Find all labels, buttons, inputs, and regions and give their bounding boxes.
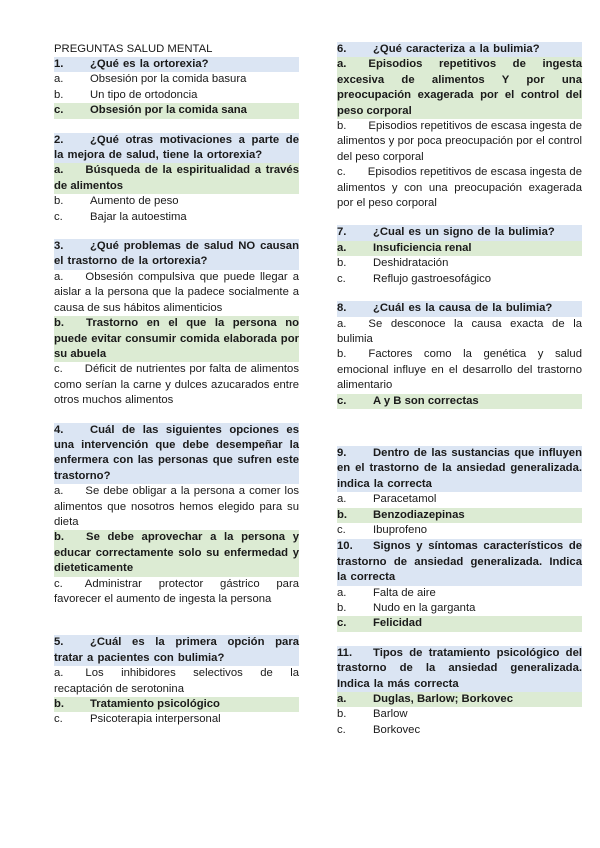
option-text: Factores como la genética y salud emocional influye en el desarrollo del trastorno alimentario — [337, 348, 582, 392]
option-letter: b. — [54, 698, 65, 711]
option — [54, 712, 299, 727]
option-letter: b. — [54, 531, 65, 544]
option-letter: a. — [337, 317, 347, 330]
option — [54, 577, 299, 608]
option-letter: b. — [337, 708, 347, 721]
question-number: 3. — [54, 240, 64, 253]
question-number: 10. — [337, 540, 353, 553]
correct-option — [54, 530, 299, 576]
option-text: Insuficiencia renal — [373, 241, 472, 254]
option-letter: b. — [337, 120, 347, 133]
question-header — [337, 301, 582, 316]
question-header — [337, 539, 582, 585]
option-text: Psicoterapia interpersonal — [90, 713, 221, 726]
question-header — [54, 239, 299, 270]
option-text: Búsqueda de la espiritualidad a través de alimentos — [54, 164, 299, 192]
option-text: Bajar la autoestima — [90, 210, 187, 223]
option — [337, 317, 582, 348]
option — [337, 492, 582, 507]
question-text: ¿Cuál es la primera opción para tratar a pacientes con bulimia? — [54, 636, 299, 664]
question-text: ¿Qué es la ortorexia? — [90, 58, 209, 70]
option-text: A y B son correctas — [373, 394, 479, 407]
option-text: Se desconoce la causa exacta de la bulimia — [337, 317, 582, 345]
question-number: 9. — [337, 446, 347, 459]
question-header — [337, 446, 582, 492]
question-3 — [54, 239, 299, 408]
option-letter: b. — [337, 348, 347, 361]
option-text: Felicidad — [373, 617, 422, 630]
option — [337, 347, 582, 393]
option — [337, 707, 582, 722]
option-text: Ibuprofeno — [373, 523, 428, 536]
option-text: Administrar protector gástrico para favorecer el aumento de ingesta la persona — [54, 577, 299, 605]
option-letter: b. — [337, 508, 348, 521]
left-column — [54, 42, 299, 728]
question-10 — [337, 539, 582, 631]
option-letter: a. — [337, 241, 347, 254]
question-text: Signos y síntomas característicos de trastorno de ansiedad generalizada. Indica la correcta — [337, 540, 582, 584]
option-text: Tratamiento psicológico — [90, 698, 220, 711]
option — [337, 523, 582, 538]
question-header — [337, 42, 582, 57]
option-letter: c. — [337, 166, 346, 179]
option — [337, 119, 582, 165]
option-letter: a. — [54, 164, 64, 177]
question-header — [54, 635, 299, 666]
document-title: PREGUNTAS SALUD MENTAL — [54, 43, 213, 55]
option-text: Benzodiazepinas — [373, 508, 465, 521]
option-letter: c. — [337, 723, 346, 736]
option-text: Un tipo de ortodoncia — [90, 88, 198, 101]
option-letter: c. — [337, 523, 346, 536]
question-5 — [54, 635, 299, 727]
question-header — [337, 646, 582, 692]
option-letter: a. — [54, 667, 64, 680]
option — [337, 256, 582, 271]
option — [54, 210, 299, 225]
question-11 — [337, 646, 582, 738]
option-text: Obsesión compulsiva que puede llegar a aislar a la persona que la padece socialmente a causa de sus hábitos alimenticios — [54, 270, 299, 314]
option-text: Reflujo gastroesofágico — [373, 272, 492, 285]
question-header — [54, 423, 299, 485]
option-text: Deshidratación — [373, 257, 449, 270]
option-letter: b. — [54, 195, 64, 208]
correct-option — [337, 57, 582, 119]
option-text: Episodios repetitivos de escasa ingesta de alimentos y con una preocupación exagerada por el peso corporal — [337, 166, 582, 210]
option — [337, 723, 582, 738]
option-letter: a. — [337, 58, 347, 71]
correct-option — [54, 163, 299, 194]
option-text: Aumento de peso — [90, 195, 179, 208]
option-text: Episodios repetitivos de ingesta excesiva de alimentos Y por una preocupación exagerada por el control del peso corporal — [337, 58, 582, 117]
option-letter: c. — [337, 394, 347, 407]
option-letter: b. — [337, 257, 347, 270]
option-text: Barlow — [373, 708, 408, 721]
option-text: Borkovec — [373, 723, 421, 736]
question-2 — [54, 133, 299, 225]
question-number: 6. — [337, 43, 347, 55]
correct-option — [337, 241, 582, 256]
option — [337, 601, 582, 616]
option — [54, 72, 299, 87]
option-letter: b. — [54, 88, 64, 101]
option-letter: a. — [54, 485, 64, 498]
option — [54, 270, 299, 316]
option-text: Episodios repetitivos de escasa ingesta de alimentos y por poca preocupación por el control del peso corporal — [337, 120, 582, 163]
option-letter: c. — [54, 363, 63, 376]
question-number: 11. — [337, 646, 353, 659]
option-letter: b. — [54, 317, 65, 330]
question-8 — [337, 301, 582, 409]
question-6 — [337, 42, 582, 211]
question-4 — [54, 423, 299, 608]
correct-option — [54, 103, 299, 118]
question-7 — [337, 225, 582, 287]
option-letter: c. — [54, 713, 63, 726]
option — [337, 586, 582, 601]
option-text: Duglas, Barlow; Borkovec — [373, 693, 513, 706]
question-9 — [337, 446, 582, 538]
option-letter: a. — [337, 693, 347, 706]
option-text: Se debe aprovechar a la persona y educar correctamente solo su enfermedad y dieteticamente — [54, 531, 299, 575]
question-header — [54, 133, 299, 164]
option — [337, 272, 582, 287]
question-text: Cuál de las siguientes opciones es una intervención que debe desempeñar la enfermera con las personas que sufren este trastorno? — [54, 423, 299, 482]
option-text: Obsesión por la comida basura — [90, 73, 247, 86]
question-number: 4. — [54, 423, 64, 436]
option — [54, 194, 299, 209]
question-1 — [54, 57, 299, 119]
option-text: Falta de aire — [373, 586, 436, 599]
option — [337, 165, 582, 211]
option — [54, 666, 299, 697]
correct-option — [54, 316, 299, 362]
option-letter: c. — [337, 272, 346, 285]
question-number: 5. — [54, 636, 64, 649]
option-letter: a. — [337, 493, 347, 506]
question-header — [337, 225, 582, 240]
option-text: Trastorno en el que la persona no puede evitar consumir comida elaborada por su abuela — [54, 317, 299, 360]
option — [54, 362, 299, 408]
option-letter: a. — [54, 270, 64, 283]
correct-option — [54, 697, 299, 712]
option-letter: c. — [54, 104, 64, 117]
option-letter: b. — [337, 602, 347, 614]
option — [54, 88, 299, 103]
option-text: Déficit de nutrientes por falta de alimentos como serían la carne y dulces azucarados entre otros muchos alimentos — [54, 363, 299, 407]
option-text: Paracetamol — [373, 493, 437, 506]
question-text: Tipos de tratamiento psicológico del trastorno de la ansiedad generalizada. Indica la más correcta — [337, 646, 582, 690]
question-text: ¿Cuál es la causa de la bulimia? — [373, 302, 553, 315]
question-text: ¿Qué problemas de salud NO causan el trastorno de la ortorexia? — [54, 240, 299, 268]
question-text: ¿Qué caracteriza a la bulimia? — [373, 43, 540, 55]
option-letter: c. — [54, 210, 63, 223]
correct-option — [337, 616, 582, 631]
option — [54, 484, 299, 530]
correct-option — [337, 508, 582, 523]
question-number: 1. — [54, 58, 64, 70]
question-number: 2. — [54, 133, 64, 146]
option-text: Los inhibidores selectivos de la recaptación de serotonina — [54, 667, 299, 695]
option-letter: c. — [337, 617, 347, 630]
question-number: 7. — [337, 226, 347, 239]
option-letter: c. — [54, 577, 63, 590]
right-column — [337, 42, 582, 738]
correct-option — [337, 692, 582, 707]
option-text: Se debe obligar a la persona a comer los alimentos que nosotros hemos elegido para su dieta — [54, 485, 299, 528]
question-header — [54, 57, 299, 72]
correct-option — [337, 394, 582, 409]
question-text: ¿Cual es un signo de la bulimia? — [373, 226, 555, 239]
option-letter: a. — [337, 586, 347, 599]
question-number: 8. — [337, 302, 347, 315]
question-text: Dentro de las sustancias que influyen en el trastorno de la ansiedad generalizada. indica la correcta — [337, 446, 582, 490]
option-text: Obsesión por la comida sana — [90, 104, 247, 117]
question-text: ¿Qué otras motivaciones a parte de la mejora de salud, tiene la ortorexia? — [54, 133, 299, 162]
option-text: Nudo en la garganta — [373, 602, 476, 614]
option-letter: a. — [54, 73, 64, 86]
